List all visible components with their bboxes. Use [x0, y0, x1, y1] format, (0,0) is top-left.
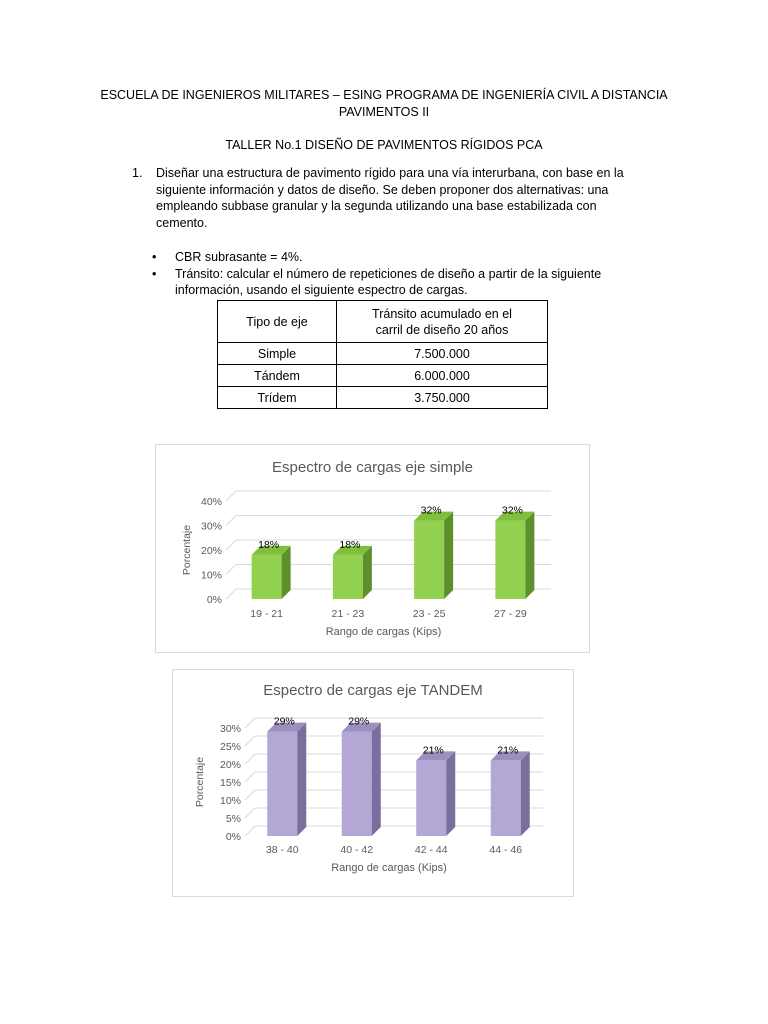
table-cell-transit: 7.500.000 [337, 343, 548, 365]
data-label: 18% [339, 538, 361, 551]
bar-side [372, 723, 381, 836]
data-label: 29% [273, 715, 295, 728]
bar-side [297, 723, 306, 836]
data-label: 32% [420, 504, 442, 517]
gridline-diagonal [245, 808, 255, 818]
table-row [218, 343, 548, 365]
exercise-number: 1. [132, 166, 143, 180]
y-tick-label: 20% [219, 759, 241, 771]
table-header-axle: Tipo de eje [218, 301, 337, 343]
y-tick-label: 30% [200, 520, 222, 533]
gridline-diagonal [226, 565, 236, 575]
bar-front [252, 555, 282, 599]
bar-front [495, 521, 525, 599]
design-data-list [150, 249, 650, 299]
chart-simple-svg [156, 445, 589, 652]
table-cell-transit: 6.000.000 [337, 365, 548, 387]
y-tick-label: 15% [219, 777, 241, 789]
gridline-diagonal [245, 754, 255, 764]
chart-title: Espectro de cargas eje simple [272, 459, 473, 476]
x-tick-label: 38 - 40 [265, 844, 299, 856]
chart-tandem-svg [173, 670, 573, 896]
bar-front [416, 760, 446, 836]
data-label: 29% [348, 715, 370, 728]
bar-front [342, 732, 372, 836]
bar-side [525, 512, 534, 599]
gridline-diagonal [245, 772, 255, 782]
table-row [218, 387, 548, 409]
y-tick-label: 10% [200, 569, 222, 582]
table-cell-axle: Trídem [218, 387, 337, 409]
workshop-title: TALLER No.1 DISEÑO DE PAVIMENTOS RÍGIDOS PCA [225, 138, 543, 152]
x-tick-label: 44 - 46 [489, 844, 523, 856]
table-header-row [218, 301, 548, 343]
y-axis-label: Porcentaje [194, 756, 206, 808]
bar-side [282, 546, 291, 599]
gridline-diagonal [226, 589, 236, 599]
gridline-diagonal [245, 718, 255, 728]
bar-side [446, 751, 455, 836]
chart-simple-axle [155, 444, 590, 653]
x-tick-label: 42 - 44 [414, 844, 448, 856]
bar-front [267, 732, 297, 836]
x-axis-label: Rango de cargas (Kips) [331, 862, 447, 874]
y-tick-label: 20% [200, 545, 222, 557]
x-tick-label: 19 - 21 [250, 608, 283, 620]
document-header [0, 87, 768, 121]
gridline-diagonal [245, 826, 255, 836]
data-label: 18% [258, 538, 280, 551]
y-axis-label: Porcentaje [181, 524, 193, 576]
y-tick-label: 10% [219, 795, 241, 807]
gridline-diagonal [245, 790, 255, 800]
traffic-table [217, 300, 548, 409]
gridline-diagonal [226, 516, 236, 526]
y-tick-label: 40% [200, 496, 222, 508]
bar-front [414, 521, 444, 599]
institution-title: ESCUELA DE INGENIEROS MILITARES – ESING PROGRAMA DE INGENIERÍA CIVIL A DISTANCIA [100, 88, 668, 102]
x-tick-label: 21 - 23 [331, 608, 365, 620]
exercise-1 [132, 165, 632, 231]
bullet-transit [150, 266, 650, 298]
gridline-diagonal [245, 736, 255, 746]
table-cell-axle: Simple [218, 343, 337, 365]
data-label: 32% [501, 504, 523, 517]
x-tick-label: 23 - 25 [412, 608, 446, 620]
data-label: 21% [422, 744, 444, 757]
table-row [218, 365, 548, 387]
table-cell-axle: Tándem [218, 365, 337, 387]
bullet-cbr [150, 249, 650, 265]
bar-side [363, 546, 372, 599]
y-tick-label: 0% [225, 831, 241, 843]
bar-side [521, 751, 530, 836]
chart-tandem-axle [172, 669, 574, 897]
data-label: 21% [497, 744, 519, 757]
bullet-symbol: • [152, 250, 157, 264]
table-header-transit-text: Tránsito acumulado en el carril de diseño 20 años [372, 306, 512, 337]
y-tick-label: 0% [206, 594, 222, 606]
table-header-transit [337, 301, 548, 343]
bullet-text: CBR subrasante = 4%. [175, 250, 303, 264]
bar-side [444, 512, 453, 599]
bullet-symbol: • [152, 267, 157, 281]
exercise-text: Diseñar una estructura de pavimento rígido para una vía interurbana, con base en la siguiente información y datos de diseño. Se deben proponer dos alternativas: una empleando subbase granular y la segunda utilizando una base estabilizada con cemento. [156, 166, 624, 230]
bar-front [491, 760, 521, 836]
course-title: PAVIMENTOS II [338, 105, 430, 119]
table-cell-transit: 3.750.000 [337, 387, 548, 409]
x-tick-label: 27 - 29 [494, 608, 527, 620]
chart-title: Espectro de cargas eje TANDEM [263, 682, 483, 699]
y-tick-label: 5% [225, 813, 241, 825]
y-tick-label: 30% [219, 723, 241, 735]
x-tick-label: 40 - 42 [340, 844, 374, 856]
gridline-diagonal [226, 540, 236, 550]
y-tick-label: 25% [219, 741, 241, 753]
bullet-text: Tránsito: calcular el número de repeticiones de diseño a partir de la siguiente información, usando el siguiente espectro de cargas. [175, 267, 602, 297]
x-axis-label: Rango de cargas (Kips) [325, 626, 442, 638]
bar-front [333, 555, 363, 599]
gridline-diagonal [226, 491, 236, 501]
